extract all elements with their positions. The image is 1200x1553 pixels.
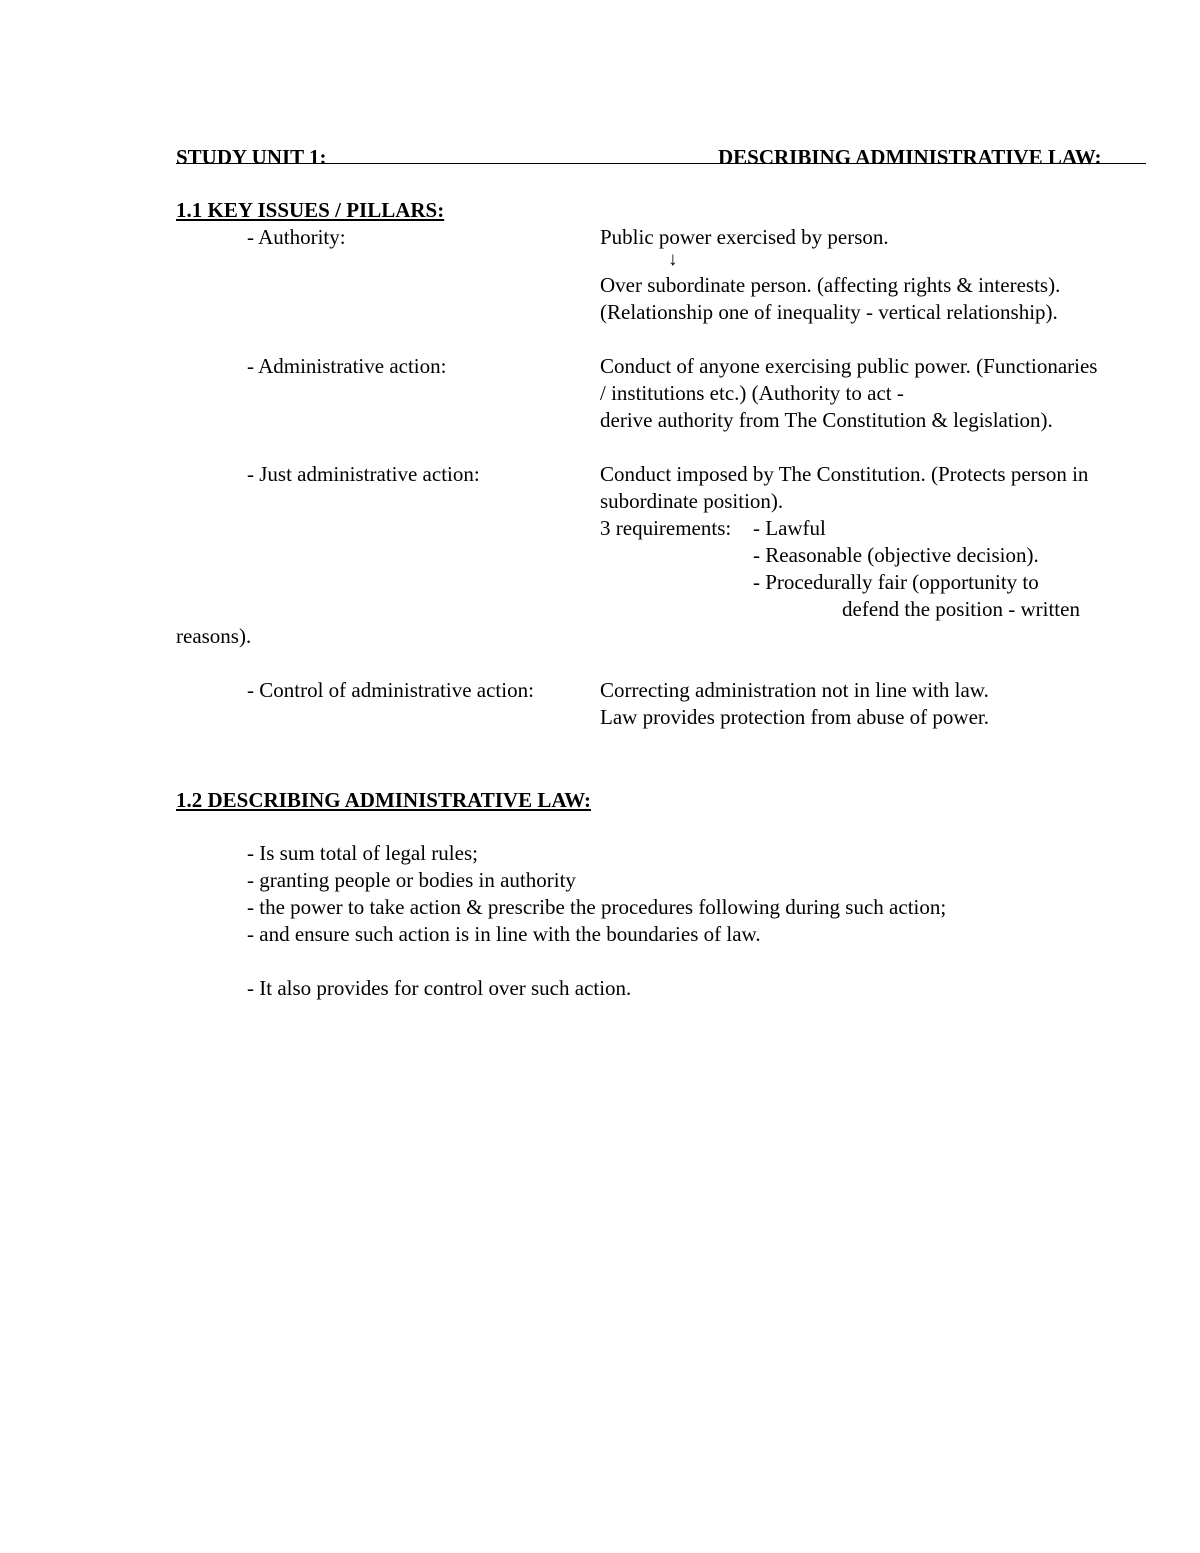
just-action-line-2: subordinate position). bbox=[600, 489, 784, 513]
section-heading-describing-administrative-law: 1.2 DESCRIBING ADMINISTRATIVE LAW: bbox=[176, 788, 592, 812]
term-administrative-action: - Administrative action: bbox=[247, 354, 447, 378]
control-line-1: Correcting administration not in line with law. bbox=[600, 678, 989, 702]
admin-action-line-3: derive authority from The Constitution & legislation). bbox=[600, 408, 1053, 432]
closing-statement: - It also provides for control over such action. bbox=[247, 976, 632, 1000]
authority-line-2: Over subordinate person. (affecting rights & interests). bbox=[600, 273, 1061, 297]
term-authority: - Authority: bbox=[247, 225, 346, 249]
requirement-lawful: - Lawful bbox=[753, 516, 826, 540]
authority-line-1: Public power exercised by person. bbox=[600, 225, 889, 249]
requirement-procedurally-fair: - Procedurally fair (opportunity to bbox=[753, 570, 1039, 594]
list-item: - the power to take action & prescribe the procedures following during such action; bbox=[247, 895, 947, 919]
list-item: - and ensure such action is in line with the boundaries of law. bbox=[247, 922, 761, 946]
admin-action-line-1: Conduct of anyone exercising public power. (Functionaries bbox=[600, 354, 1098, 378]
title-underline bbox=[176, 163, 1146, 164]
study-unit-label: STUDY UNIT 1: bbox=[176, 145, 327, 169]
list-item: - granting people or bodies in authority bbox=[247, 868, 576, 892]
section-heading-key-issues: 1.1 KEY ISSUES / PILLARS: bbox=[176, 198, 445, 222]
down-arrow-icon: ↓ bbox=[668, 249, 678, 270]
admin-action-line-2: / institutions etc.) (Authority to act - bbox=[600, 381, 904, 405]
requirement-procedurally-fair-cont: defend the position - written bbox=[842, 597, 1080, 621]
list-item: - Is sum total of legal rules; bbox=[247, 841, 478, 865]
study-unit-title: DESCRIBING ADMINISTRATIVE LAW: bbox=[718, 145, 1102, 169]
authority-line-3: (Relationship one of inequality - vertical relationship). bbox=[600, 300, 1058, 324]
requirement-reasonable: - Reasonable (objective decision). bbox=[753, 543, 1039, 567]
requirements-label: 3 requirements: bbox=[600, 516, 732, 540]
just-action-line-1: Conduct imposed by The Constitution. (Protects person in bbox=[600, 462, 1089, 486]
control-line-2: Law provides protection from abuse of power. bbox=[600, 705, 989, 729]
requirement-procedurally-fair-end: reasons). bbox=[176, 624, 252, 648]
term-control-of-administrative-action: - Control of administrative action: bbox=[247, 678, 534, 702]
term-just-administrative-action: - Just administrative action: bbox=[247, 462, 480, 486]
